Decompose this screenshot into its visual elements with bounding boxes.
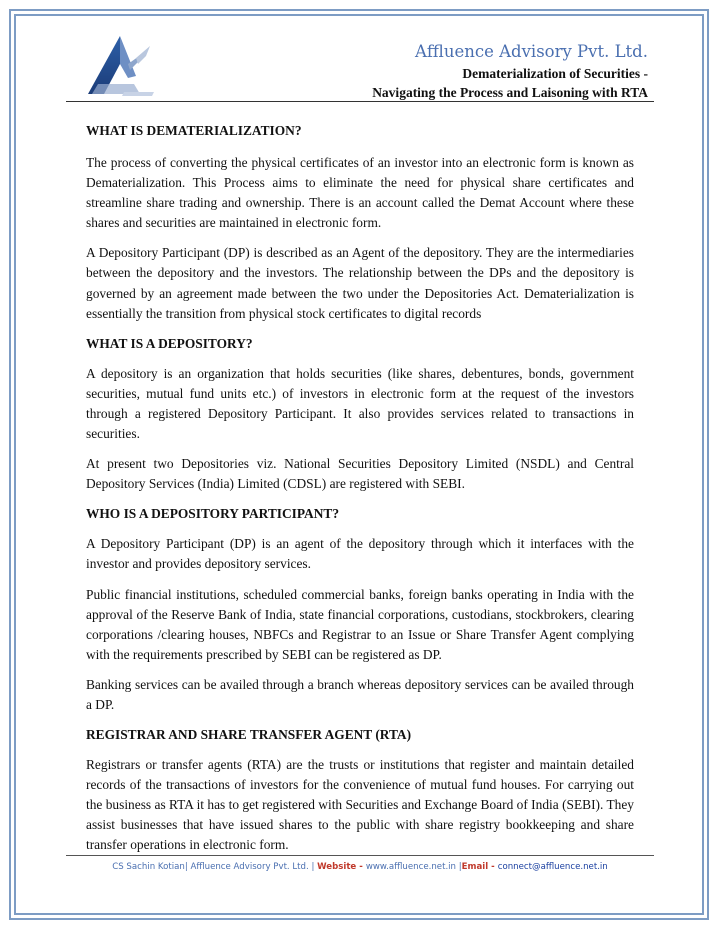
paragraph: Public financial institutions, scheduled commercial banks, foreign banks operating in India with the approval of the Reserve Bank of India, state financial corporations, custodians, stockbrokers, clearing corporations /clearing houses, NBFCs and Registrar to an Issue or Share Transfer Agent complying with the requirements prescribed by SEBI can be registered as DP. <box>86 586 634 662</box>
document-body <box>86 121 634 856</box>
paragraph: At present two Depositories viz. National Securities Depository Limited (NSDL) and Central Depository Services (India) Limited (CDSL) are registered with SEBI. <box>86 456 634 492</box>
paragraph: The process of converting the physical certificates of an investor into an electronic form is known as Dematerialization. This Process aims to eliminate the need for physical share certificates and streamline share trading and ownership. There is an account called the Demat Account where these shares and securities are maintained in electronic form. <box>86 155 634 231</box>
footer <box>66 860 654 874</box>
paragraph: Banking services can be availed through a branch whereas depository services can be availed through a DP. <box>86 676 634 712</box>
footer-email-link[interactable]: connect@affluence.net.in <box>497 862 608 872</box>
footer-separator: | <box>456 862 462 872</box>
document-subtitle-line1: Dematerialization of Securities - <box>462 66 648 81</box>
header-divider <box>66 101 654 102</box>
footer-divider <box>66 855 654 856</box>
section-heading: WHAT IS A DEPOSITORY? <box>86 335 253 351</box>
section-heading: WHAT IS DEMATERIALIZATION? <box>86 123 302 138</box>
company-name: Affluence Advisory Pvt. Ltd. <box>414 42 648 61</box>
paragraph: Registrars or transfer agents (RTA) are the trusts or institutions that register and maintain detailed records of the transactions of investors for the convenience of mutual fund houses. For carrying out the business as RTA it has to get registered with Securities and Exchange Board of India (SEBI). They assist businesses that have issued shares to the public with share registry bookkeeping and share transfer operations in electronic form. <box>86 757 634 853</box>
company-logo <box>84 36 158 98</box>
footer-author: CS Sachin Kotian| Affluence Advisory Pvt. Ltd. | <box>112 862 318 872</box>
footer-website-link[interactable]: www.affluence.net.in <box>365 862 457 872</box>
paragraph: A depository is an organization that holds securities (like shares, debentures, bonds, government securities, mutual fund units etc.) of investors in electronic form at the request of the investors through a registered Depository Participant. It also provides services related to transactions in securities. <box>86 365 634 442</box>
header <box>372 42 648 102</box>
document-subtitle-line2: Navigating the Process and Laisoning with RTA <box>372 85 648 100</box>
footer-email-label: Email - <box>461 862 498 872</box>
paragraph: A Depository Participant (DP) is described as an Agent of the depository. They are the intermediaries between the depository and the investors. The relationship between the DPs and the depository is governed by an agreement made between the two under the Depositories Act. Dematerialization is essentially the transition from physical stock certificates to digital records <box>86 245 634 321</box>
paragraph: A Depository Participant (DP) is an agent of the depository through which it interfaces with the investor and provides depository services. <box>86 536 634 572</box>
section-heading: REGISTRAR AND SHARE TRANSFER AGENT (RTA) <box>86 727 412 743</box>
footer-website-label: Website - <box>317 862 366 872</box>
section-heading: WHO IS A DEPOSITORY PARTICIPANT? <box>86 506 340 522</box>
